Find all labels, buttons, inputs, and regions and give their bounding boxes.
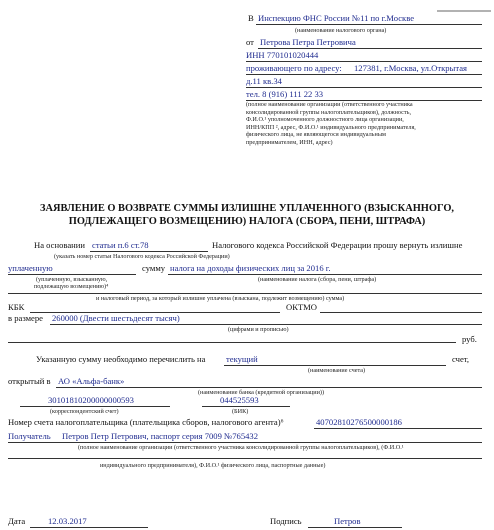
- recipient-prefix: Получатель: [8, 431, 51, 441]
- bank-hint: (наименование банка (кредитной организации)): [198, 389, 325, 396]
- acc-label: Номер счета налогоплательщика (плательщика сборов, налогового агента)⁶: [8, 417, 284, 427]
- sign-value: Петров: [334, 516, 361, 526]
- document-title-line-2: ПОДЛЕЖАЩЕГО ВОЗМЕЩЕНИЮ) НАЛОГА (СБОРА, ПЕНИ, ШТРАФА): [68, 216, 426, 227]
- paid-line: [8, 274, 136, 275]
- tax-value: налога на доходы физических лиц за 2016 г.: [170, 263, 331, 273]
- rub-label: руб.: [462, 334, 477, 344]
- acc-value: 40702810276500000186: [316, 417, 402, 427]
- bank-line: [56, 387, 482, 388]
- to-value: Инспекцию ФНС России №11 по г.Москве: [258, 13, 415, 23]
- period-hint: и налоговый период, за который излишне уплачена (взыскана, подлежит возмещению) сумма): [96, 295, 345, 302]
- document-title-line-1: ЗАЯВЛЕНИЕ О ВОЗВРАТЕ СУММЫ ИЗЛИШНЕ УПЛАЧЕННОГО (ВЗЫСКАННОГО,: [39, 203, 455, 214]
- paid-value: уплаченную: [8, 263, 53, 273]
- basis-line: [90, 251, 208, 252]
- account-hint: (наименование счета): [308, 367, 366, 374]
- to-prefix: В: [248, 13, 254, 23]
- from-prefix: от: [246, 37, 254, 47]
- sign-line: [308, 527, 402, 528]
- oktmo-label: ОКТМО: [286, 302, 317, 312]
- amount-value: 260000 (Двести шестьдесят тысяч): [52, 313, 180, 323]
- bik-value: 044525593: [220, 395, 259, 405]
- to-line: [256, 24, 482, 25]
- basis-hint: (указать номер статьи Налогового кодекса Российской Федерации): [54, 253, 230, 260]
- basis-text: Налогового кодекса Российской Федерации прошу вернуть излишне: [212, 240, 463, 250]
- paid-hint-1: (уплаченную, взысканную,: [36, 276, 108, 283]
- basis-prefix: На основании: [34, 240, 85, 250]
- recipient-hint-1: (полное наименование организации (ответственного участника консолидированной группы налогоплательщиков), (Ф.И.О.¹: [78, 444, 404, 451]
- sum-label: сумму: [142, 263, 166, 273]
- account-suffix: счет,: [452, 354, 470, 364]
- transfer-text: Указанную сумму необходимо перечислить на: [36, 354, 206, 364]
- from-hint: [246, 101, 416, 146]
- tax-hint: (наименование налога (сбора, пени, штрафа): [258, 276, 377, 283]
- recipient-line-2: [8, 458, 482, 459]
- basis-value: статьи п.6 ст.78: [92, 240, 149, 250]
- bik-hint: (БИК): [232, 408, 249, 415]
- period-line: [8, 293, 482, 294]
- address-value-1: 127381, г.Москва, ул.Открытая: [354, 63, 467, 73]
- recipient-line: [8, 442, 482, 443]
- from-hint-line: Ф.И.О.¹ уполномоченного должностного лица организации,: [246, 116, 404, 123]
- oktmo-line: [320, 312, 482, 313]
- address-prefix: проживающего по адресу:: [246, 63, 342, 73]
- address-line-2: [246, 87, 482, 88]
- bank-value: АО «Альфа-банк»: [58, 376, 125, 386]
- bik-line: [202, 406, 290, 407]
- inn-line: [246, 61, 482, 62]
- from-hint-line: физического лица, не являющегося индивидуальным: [246, 131, 386, 138]
- address-line-1: [246, 74, 482, 75]
- account-line: [224, 365, 446, 366]
- corr-value: 30101810200000000593: [48, 395, 134, 405]
- from-hint-line: ИНН/КПП ², адрес, Ф.И.О.¹ индивидуального предпринимателя,: [246, 123, 416, 131]
- from-value: Петрова Петра Петровича: [260, 37, 356, 47]
- address-value-2: д.11 кв.34: [246, 76, 282, 86]
- from-line: [258, 48, 482, 49]
- corner-mark: [435, 0, 494, 8]
- acc-line: [314, 428, 482, 429]
- tax-line: [168, 274, 482, 275]
- corr-hint: (корреспондентский счет): [50, 408, 119, 415]
- account-value: текущий: [226, 354, 258, 364]
- opened-prefix: открытый в: [8, 376, 51, 386]
- date-value: 12.03.2017: [48, 516, 87, 526]
- date-label: Дата: [8, 516, 26, 526]
- inn-value: ИНН 770101020444: [246, 50, 319, 60]
- kbk-label: КБК: [8, 302, 25, 312]
- amount-prefix: в размере: [8, 313, 43, 323]
- amount-line-2: [8, 342, 456, 343]
- phone-value: тел. 8 (916) 111 22 33: [246, 89, 324, 99]
- from-hint-line: предпринимателем, ИНН, адрес): [246, 138, 333, 146]
- amount-hint: (цифрами и прописью): [228, 326, 289, 333]
- recipient-hint-2: индивидуального предпринимателя), Ф.И.О.¹ физического лица, паспортные данные): [100, 462, 326, 469]
- sign-label: Подпись: [270, 516, 302, 526]
- date-line: [30, 527, 148, 528]
- recipient-value: Петров Петр Петрович, паспорт серия 7009 №765432: [62, 431, 259, 441]
- to-hint: (наименование налогового органа): [295, 27, 387, 34]
- corr-line: [20, 406, 170, 407]
- amount-line: [50, 324, 482, 325]
- paid-hint-2: подлежащую возмещению)⁴: [34, 283, 109, 290]
- from-hint-line: консолидированной группы налогоплательщиков), должность,: [246, 108, 411, 116]
- from-hint-line: (полное наименование организации (ответственного участника: [246, 101, 413, 108]
